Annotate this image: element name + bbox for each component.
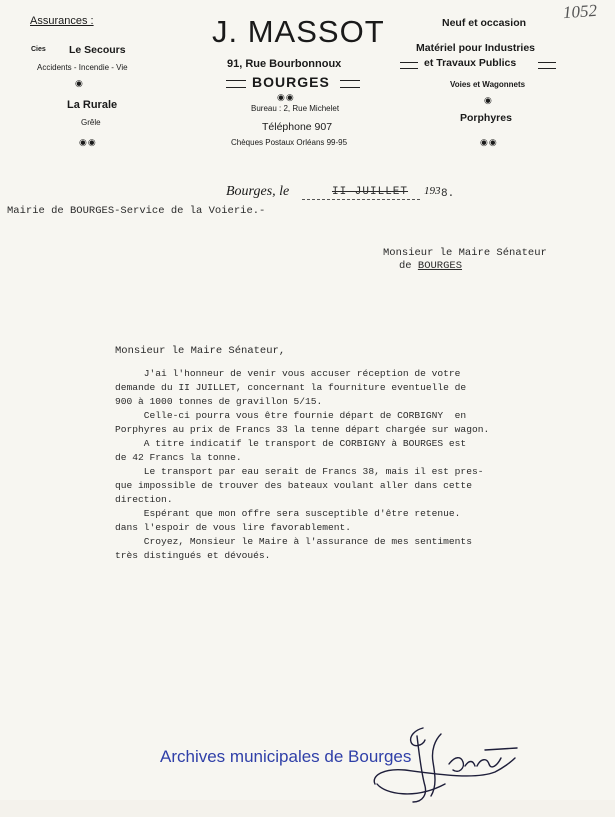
- second-company-name: La Rurale: [67, 99, 118, 111]
- archive-annotation: 1052: [562, 0, 598, 23]
- company-bureau: Bureau : 2, Rue Michelet: [251, 104, 340, 113]
- right-rule-right: [538, 62, 556, 69]
- insurance-heading: Assurances :: [30, 15, 94, 27]
- archive-footer: Archives municipales de Bourges: [160, 747, 412, 766]
- body-line: de 42 Francs la tonne.: [115, 452, 242, 463]
- body-line: J'ai l'honneur de venir vous accuser réception de votre: [115, 368, 461, 379]
- date-day-month: II JUILLET: [332, 186, 409, 198]
- right-rule-left: [400, 62, 418, 69]
- recipient-prefix: de: [399, 260, 418, 272]
- recipient-line-2: [399, 260, 462, 272]
- body-line: Celle-ci pourra vous être fournie départ de CORBIGNY en: [115, 410, 467, 421]
- second-company-branch: Grêle: [81, 118, 101, 127]
- date-place: Bourges, le: [226, 184, 290, 199]
- body-line: direction.: [115, 494, 173, 505]
- recipient-line-1: Monsieur le Maire Sénateur: [383, 247, 547, 259]
- body-line: très distingués et dévoués.: [115, 550, 271, 561]
- right-line-4: Voies et Wagonnets: [450, 80, 526, 89]
- body-line: Porphyres au prix de Francs 33 la tenne départ chargée sur wagon.: [115, 424, 490, 435]
- body-line: demande du II JUILLET, concernant la fourniture eventuelle de: [115, 382, 467, 393]
- signature: [365, 722, 530, 817]
- body-line: 900 à 1000 tonnes de gravillon 5/15.: [115, 396, 323, 407]
- ornament-left-1: ◉: [75, 78, 84, 88]
- reference-line: Mairie de BOURGES-Service de la Voierie.-: [7, 205, 266, 217]
- recipient-city: BOURGES: [417, 260, 463, 272]
- company-name: J. MASSOT: [212, 14, 385, 49]
- city-rule-left: [226, 80, 246, 88]
- company-postal: Chèques Postaux Orléans 99-95: [231, 138, 348, 147]
- cie-name: Le Secours: [69, 44, 126, 56]
- body-line: Le transport par eau serait de Francs 38, mais il est pres-: [115, 466, 484, 477]
- company-street: 91, Rue Bourbonnoux: [227, 58, 342, 70]
- cie-branches: Accidents - Incendie - Vie: [37, 63, 128, 72]
- body-line: dans l'espoir de vous lire favorablement.: [115, 522, 352, 533]
- right-line-3: et Travaux Publics: [424, 57, 517, 69]
- salutation: Monsieur le Maire Sénateur,: [115, 345, 286, 357]
- date-year-suffix: 8.: [441, 188, 455, 200]
- ornament-left-2: ◉◉: [79, 137, 97, 147]
- city-rule-right: [340, 80, 360, 88]
- company-phone: Téléphone 907: [262, 121, 333, 133]
- company-city: BOURGES: [252, 74, 330, 90]
- body-line: que impossible de trouver des bateaux voulant aller dans cette: [115, 480, 472, 491]
- body-line: Espérant que mon offre sera susceptible d'être retenue.: [115, 508, 461, 519]
- date-year-prefix: 193: [424, 185, 441, 197]
- ornament-right-1: ◉: [484, 95, 493, 105]
- body-line: Croyez, Monsieur le Maire à l'assurance de mes sentiments: [115, 536, 472, 547]
- ornament-right-2: ◉◉: [480, 137, 498, 147]
- body-line: A titre indicatif le transport de CORBIGNY à BOURGES est: [115, 438, 467, 449]
- right-line-1: Neuf et occasion: [442, 17, 527, 29]
- right-line-2: Matériel pour Industries: [416, 42, 536, 54]
- cie-prefix: Cies: [31, 46, 46, 53]
- right-line-5: Porphyres: [460, 112, 512, 124]
- ornament-center: ◉◉: [277, 92, 295, 102]
- date-dotted-line: [302, 199, 420, 200]
